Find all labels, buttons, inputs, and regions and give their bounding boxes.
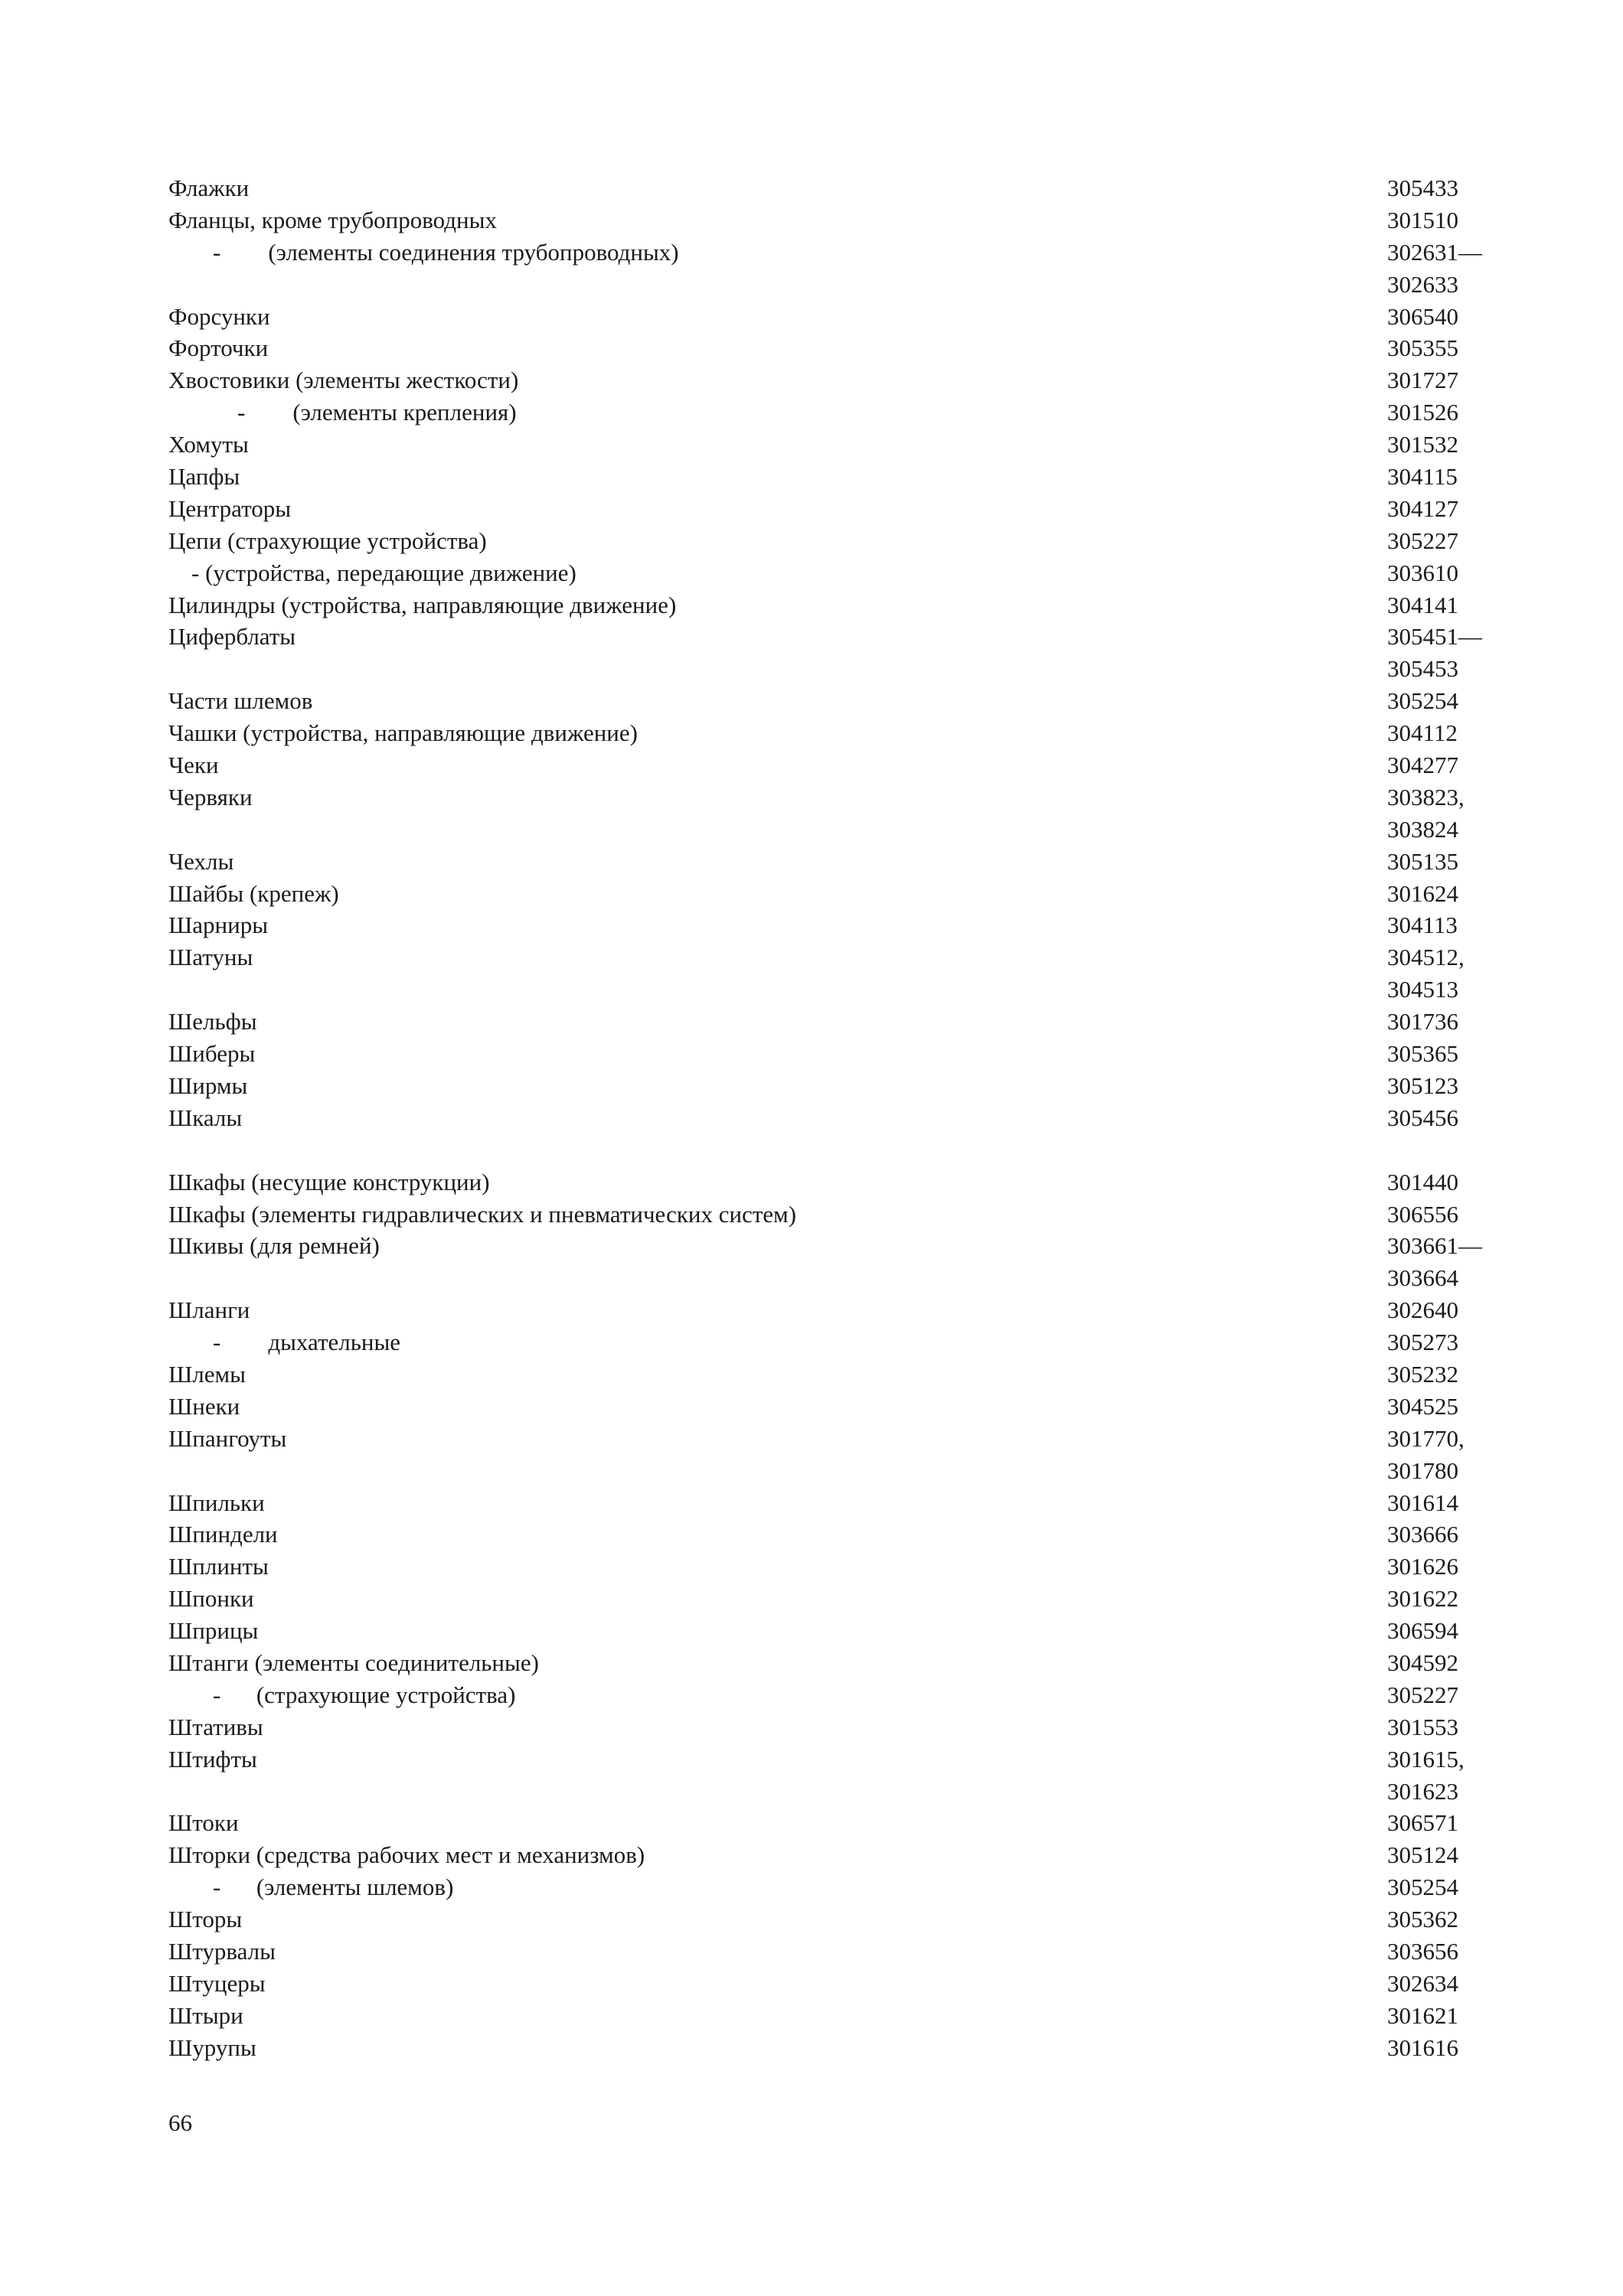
entry-term: Чехлы [168,847,234,875]
entry-code: 304592 [1387,1649,1458,1676]
entry-term: Шкафы (несущие конструкции) [168,1168,490,1195]
entry-term: Шпонки [168,1585,254,1613]
entry-code: 305453 [1387,655,1458,683]
index-entry [168,878,1470,910]
index-entry [168,1391,1470,1423]
entry-code: 301553 [1387,1713,1458,1740]
entry-code: 304512, [1387,944,1465,971]
entry-term: Шельфы [168,1008,257,1035]
entry-term: Штурвалы [168,1937,276,1965]
entry-code: 301616 [1387,2033,1458,2061]
entry-term: Форточки [168,334,269,362]
index-entry [168,1102,1470,1134]
entry-term: Червяки [168,783,253,810]
entry-term: Шланги [168,1296,250,1324]
entry-term: Штыри [168,2001,243,2029]
entry-code: 301624 [1387,879,1458,907]
entry-term: Фланцы, кроме трубопроводных [168,206,497,233]
entry-term: Хвостовики (элементы жесткости) [168,367,519,394]
index-entry [168,1647,1470,1679]
entry-code: 304277 [1387,752,1458,779]
index-entry [168,1551,1470,1583]
entry-code: 302634 [1387,1969,1458,1997]
entry-code: 306556 [1387,1200,1458,1228]
index-entry [168,749,1470,781]
entry-term: Цилиндры (устройства, направляющие движение) [168,591,677,618]
entry-term: Штанги (элементы соединительные) [168,1649,539,1676]
entry-code: 304115 [1387,463,1458,491]
entry-term: Шиберы [168,1040,256,1068]
entry-code: 304141 [1387,591,1458,618]
entry-code: 305254 [1387,1874,1458,1901]
entry-term: Штоки [168,1809,239,1837]
entry-term: Цапфы [168,463,240,491]
entry-code: 303664 [1387,1264,1458,1292]
index-entry [168,1487,1470,1519]
entry-code: 303610 [1387,559,1458,586]
entry-code: 305365 [1387,1040,1458,1068]
entry-code: 305227 [1387,1681,1458,1708]
entry-code: 303666 [1387,1521,1458,1548]
index-entry [168,717,1470,749]
entry-term: Циферблаты [168,623,296,651]
entry-code: 305123 [1387,1071,1458,1099]
index-entry [168,1583,1470,1615]
index-entry [168,1968,1470,2000]
index-entry [168,1230,1482,1262]
alphabetical-index [168,172,1482,2064]
index-entry [168,941,1470,974]
entry-code: 304113 [1387,912,1458,939]
entry-term: Хомуты [168,431,249,458]
entry-term: Части шлемов [168,687,313,715]
entry-code: 301736 [1387,1008,1458,1035]
index-entry [168,557,1470,589]
entry-code: 303656 [1387,1937,1458,1965]
entry-term: - (элементы шлемов) [213,1874,454,1901]
entry-code: 301510 [1387,206,1458,233]
entry-term: Шпангоуты [168,1424,287,1452]
entry-code: 306571 [1387,1809,1458,1837]
index-entry [168,1199,1470,1231]
entry-term: Шлемы [168,1360,246,1388]
entry-code: 302631— [1387,238,1482,266]
entry-term: Шурупы [168,2033,256,2061]
entry-term: Шкивы (для ремней) [168,1232,380,1260]
entry-code: 301532 [1387,431,1458,458]
entry-code: 305227 [1387,527,1458,554]
index-entry [168,621,1482,653]
entry-term: Чашки (устройства, направляющие движение) [168,719,638,747]
entry-code: 301622 [1387,1585,1458,1613]
index-entry [168,1423,1470,1455]
page-number: 66 [168,2109,192,2136]
entry-code: 303823, [1387,783,1465,810]
entry-code: 301440 [1387,1168,1458,1195]
entry-term: - (устройства, передающие движение) [191,559,576,586]
index-entry [168,653,1470,685]
index-entry [168,269,1470,301]
entry-code: 306594 [1387,1617,1458,1645]
index-entry [168,1262,1470,1294]
entry-term: - (страхующие устройства) [213,1681,516,1708]
index-entry [168,1615,1470,1647]
entry-term: Штуцеры [168,1969,266,1997]
index-entry [168,1166,1470,1199]
entry-term: Шприцы [168,1617,259,1645]
index-entry [168,1679,1470,1711]
index-entry [168,1358,1470,1391]
index-entry [168,2032,1470,2064]
index-entry [168,429,1470,461]
index-entry [168,172,1470,204]
entry-code: 304127 [1387,494,1458,522]
entry-code: 301623 [1387,1777,1458,1805]
index-entry [168,1871,1470,1903]
index-entry [168,974,1470,1006]
entry-term: Шатуны [168,944,253,971]
entry-term: Центраторы [168,494,292,522]
entry-term: Шкафы (элементы гидравлических и пневматических систем) [168,1200,797,1228]
index-entry [168,1903,1470,1936]
entry-code: 305135 [1387,847,1458,875]
entry-term: Шпиндели [168,1521,278,1548]
index-entry [168,685,1470,717]
entry-term: Шкалы [168,1104,243,1131]
entry-code: 305362 [1387,1906,1458,1933]
entry-code: 301626 [1387,1553,1458,1580]
entry-code: 301770, [1387,1424,1465,1452]
entry-code: 305451— [1387,623,1482,651]
entry-code: 303824 [1387,815,1458,843]
index-entry [168,1455,1470,1487]
entry-code: 304112 [1387,719,1458,747]
index-entry [168,1711,1470,1743]
index-entry [168,1936,1470,1968]
entry-code: 301727 [1387,367,1458,394]
entry-term: Шторы [168,1906,243,1933]
entry-code: 304525 [1387,1392,1458,1420]
index-entry [168,204,1470,236]
entry-term: - дыхательные [213,1329,401,1356]
entry-code: 305232 [1387,1360,1458,1388]
index-entry [168,301,1470,333]
entry-code: 306540 [1387,302,1458,330]
index-entry [168,1326,1470,1358]
index-entry [168,814,1470,846]
entry-code: 305355 [1387,334,1458,362]
index-entry [168,493,1470,525]
entry-code: 301526 [1387,399,1458,426]
entry-term: Цепи (страхующие устройства) [168,527,487,554]
index-entry [168,332,1470,364]
entry-term: Шторки (средства рабочих мест и механизмов) [168,1841,645,1869]
entry-term: Шпильки [168,1489,265,1516]
entry-code: 305124 [1387,1841,1458,1869]
entry-term: Флажки [168,174,250,201]
index-entry [168,909,1470,941]
index-entry [168,1038,1470,1070]
entry-code: 305254 [1387,687,1458,715]
entry-code: 301614 [1387,1489,1458,1516]
index-entry [168,1294,1470,1326]
entry-code: 304513 [1387,976,1458,1003]
index-entry [168,461,1470,493]
index-entry [168,589,1470,621]
entry-term: - (элементы соединения трубопроводных) [213,238,679,266]
index-entry [168,236,1482,269]
entry-term: Чеки [168,752,219,779]
index-entry [168,2000,1470,2032]
entry-term: Ширмы [168,1071,248,1099]
entry-code: 305456 [1387,1104,1458,1131]
entry-term: Форсунки [168,302,270,330]
entry-code: 305433 [1387,174,1458,201]
entry-code: 302633 [1387,270,1458,298]
index-entry [168,525,1470,557]
index-entry [168,1839,1470,1871]
index-entry [168,1518,1470,1551]
entry-term: Шнеки [168,1392,240,1420]
entry-code: 302640 [1387,1296,1458,1324]
index-entry [168,1807,1470,1839]
entry-term: Шарниры [168,912,269,939]
entry-code: 305273 [1387,1329,1458,1356]
entry-term: - (элементы крепления) [237,399,517,426]
entry-term: Штативы [168,1713,263,1740]
index-entry [168,846,1470,878]
index-entry [168,1776,1470,1808]
index-entry [168,1006,1470,1038]
entry-term: Штифты [168,1745,257,1773]
entry-code: 301780 [1387,1456,1458,1484]
entry-code: 303661— [1387,1232,1482,1260]
index-entry [168,1070,1470,1102]
index-entry [168,364,1470,396]
index-entry [168,396,1470,429]
entry-code: 301621 [1387,2001,1458,2029]
entry-term: Шплинты [168,1553,269,1580]
index-entry [168,781,1470,814]
entry-term: Шайбы (крепеж) [168,879,339,907]
index-entry [168,1743,1470,1776]
entry-code: 301615, [1387,1745,1465,1773]
